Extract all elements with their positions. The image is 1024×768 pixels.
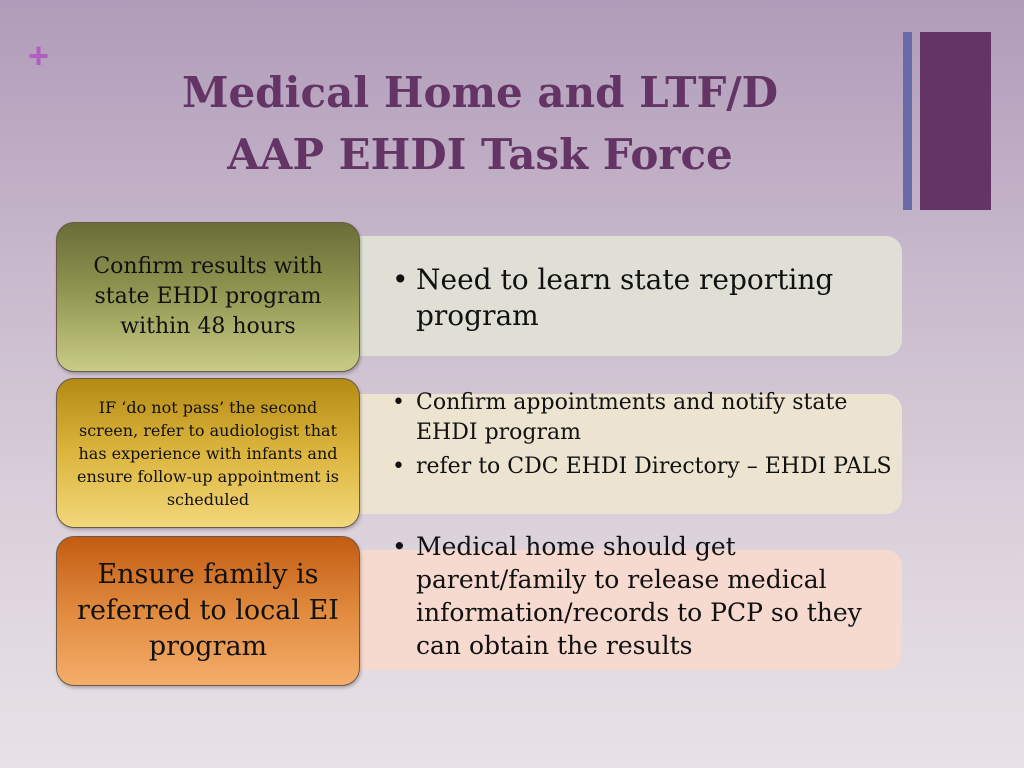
title-line-2: AAP EHDI Task Force [227, 130, 733, 179]
row-2-bullet-1: • Confirm appointments and notify state EHDI program [416, 388, 902, 448]
row-3-detail-panel [340, 532, 902, 670]
row-2-bullet-list [340, 388, 902, 482]
row-1-bullet-list [340, 236, 902, 334]
row-2-bullet-2: • refer to CDC EHDI Directory – EHDI PALS [416, 452, 902, 482]
plus-icon: + [28, 35, 50, 76]
accent-bar-thin [903, 32, 912, 210]
row-3-label-box [56, 536, 360, 686]
row-1-bullet-1: • Need to learn state reporting program [416, 262, 902, 334]
row-3-label-text: Ensure family is referred to local EI program [77, 559, 339, 662]
row-1-label-text: Confirm results with state EHDI program within 48 hours [93, 254, 323, 339]
title-line-1: Medical Home and LTF/D [181, 68, 779, 117]
accent-bar-thick [920, 32, 991, 210]
row-3-bullet-list [340, 530, 902, 662]
row-3-bullet-1: • Medical home should get parent/family to release medical information/records to PCP so they can obtain the results [416, 530, 902, 662]
row-1-detail-panel [340, 236, 902, 356]
row-2-label-text: IF ‘do not pass’ the second screen, refer to audiologist that has experience with infants and ensure follow-up appointment is scheduled [77, 397, 339, 509]
slide-title [100, 62, 860, 186]
row-2-detail-panel [340, 390, 902, 514]
row-1-label-box [56, 222, 360, 372]
row-2-label-box [56, 378, 360, 528]
